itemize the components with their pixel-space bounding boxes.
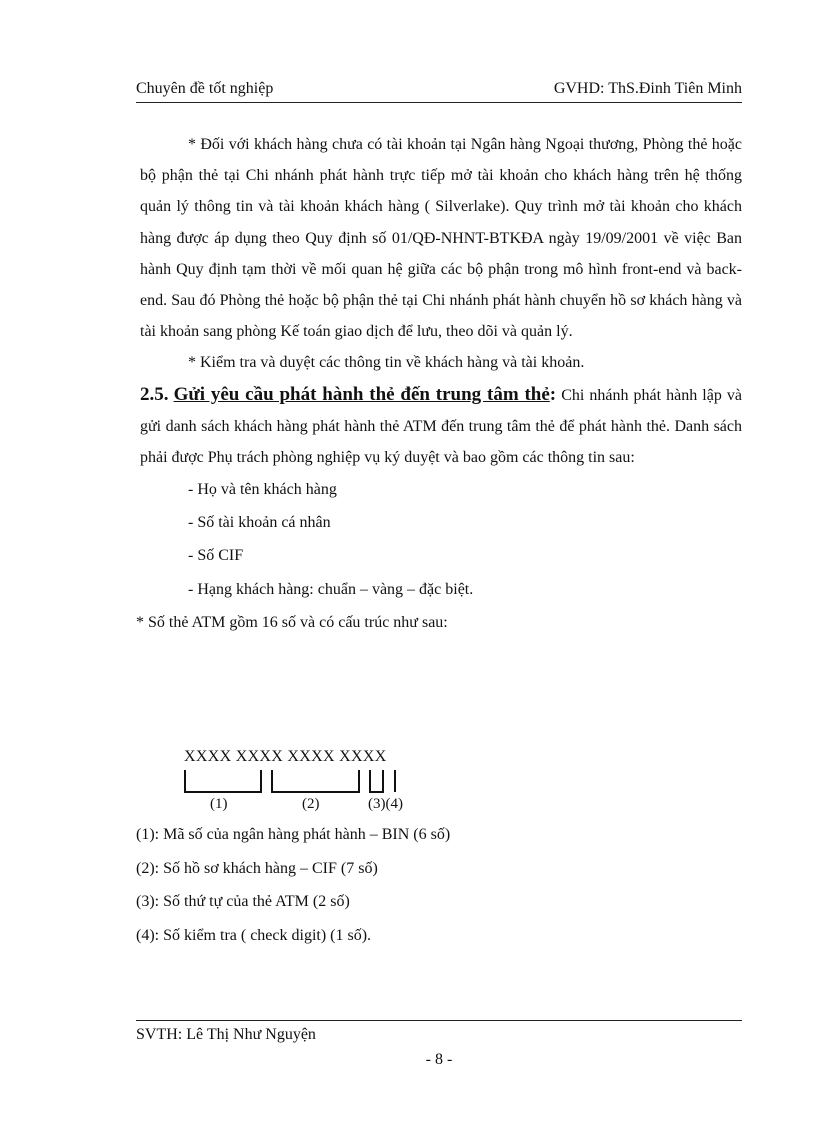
list-item: - Số CIF	[188, 547, 244, 565]
definition-item: (1): Mã số của ngân hàng phát hành – BIN (6 số)	[136, 826, 451, 843]
definition-item: (3): Số thứ tự của thẻ ATM (2 số)	[136, 893, 350, 910]
list-item: - Số tài khoản cá nhân	[188, 514, 331, 532]
segment-label-3-4: (3)(4)	[368, 796, 403, 812]
segment-label-1: (1)	[210, 796, 228, 812]
definition-item: (2): Số hồ sơ khách hàng – CIF (7 số)	[136, 859, 378, 877]
page-header	[136, 78, 742, 103]
bracket-segment-3	[370, 770, 383, 792]
segment-label-2: (2)	[302, 796, 320, 812]
card-structure-intro: * Số thẻ ATM gồm 16 số và có cấu trúc như sau:	[136, 614, 448, 632]
bracket-segment-2	[272, 770, 359, 792]
bracket-segment-1	[185, 770, 261, 792]
main-content	[136, 129, 743, 639]
section-2-5	[140, 379, 742, 473]
section-colon: :	[549, 383, 557, 405]
footer-author: SVTH: Lê Thị Như Nguyện	[136, 1026, 316, 1043]
segment-brackets	[184, 768, 424, 798]
header-document-title: Chuyên đề tốt nghiệp	[136, 80, 274, 97]
paragraph-new-account: * Đối với khách hàng chưa có tài khoản tại Ngân hàng Ngoại thương, Phòng thẻ hoặc bộ phận thẻ tại Chi nhánh phát hành trực tiếp mở tài khoản cho khách hàng trên hệ thống quản lý thông tin và tài khoản khách hàng ( Silverlake). Quy trình mở tài khoản cho khách hàng được áp dụng theo Quy định số 01/QĐ-NHNT-BTKĐA ngày 19/09/2001 về việc Ban hành Quy định tạm thời về mối quan hệ giữa các bộ phận trong mô hình front-end và back-end. Sau đó Phòng thẻ hoặc bộ phận thẻ tại Chi nhánh phát hành chuyển hồ sơ khách hàng và tài khoản sang phòng Kế toán giao dịch để lưu, theo dõi và quản lý.	[140, 136, 742, 341]
list-item: - Hạng khách hàng: chuẩn – vàng – đặc biệt.	[188, 580, 474, 598]
definition-item: (4): Số kiểm tra ( check digit) (1 số).	[136, 926, 372, 944]
page-number: - 8 -	[425, 1051, 453, 1068]
list-item: - Họ và tên khách hàng	[188, 480, 337, 498]
paragraph-verify: * Kiểm tra và duyệt các thông tin về khách hàng và tài khoản.	[188, 354, 585, 372]
section-number: 2.5.	[140, 383, 169, 405]
header-supervisor: GVHD: ThS.Đinh Tiên Minh	[553, 80, 742, 97]
section-title: Gửi yêu cầu phát hành thẻ đến trung tâm thẻ	[173, 383, 550, 405]
page-footer	[136, 1020, 742, 1068]
section-body: Chi nhánh phát hành lập và gửi danh sách khách hàng phát hành thẻ ATM đến trung tâm thẻ để phát hành thẻ. Danh sách phải được Phụ trách phòng nghiệp vụ ký duyệt và bao gồm các thông tin sau:	[140, 386, 743, 466]
card-number-structure-diagram	[184, 748, 444, 818]
segment-definitions	[136, 818, 742, 952]
card-number-pattern: XXXX XXXX XXXX XXXX	[184, 748, 387, 765]
